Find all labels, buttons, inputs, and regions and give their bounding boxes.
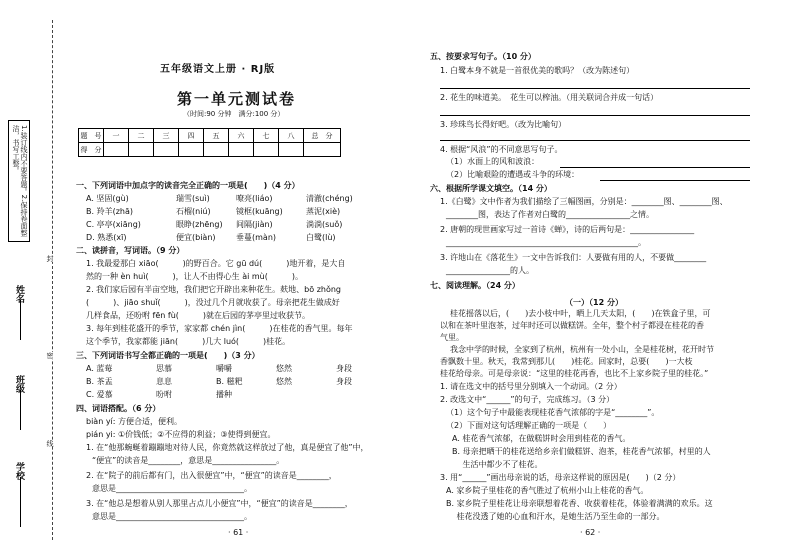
q4-line: “便宜”的读音是________，意思是________________。 <box>92 456 285 465</box>
seal-char-1: 封 <box>46 255 54 262</box>
q2-line: 3. 每年到桂花盛开的季节，家家都 chén jìn( )在桂花的香气里。每年 <box>86 324 353 333</box>
option-text: 蒸泥(xiè) <box>306 207 341 216</box>
score-header-cell: 四 <box>179 129 204 143</box>
option-text: 悠然 <box>276 377 292 386</box>
q6-line: ________________的人。 <box>446 266 534 275</box>
q1-option-d <box>86 233 336 243</box>
score-input-cell[interactable] <box>254 143 279 157</box>
q4-heading: 四、词语搭配。（6 分） <box>76 404 161 413</box>
q4-line: 意思是________________________________。 <box>92 512 252 521</box>
reading-section-label: （一）（12 分） <box>565 298 623 307</box>
reading-sub-question: （2）下面对这句话理解正确的一项是（ ） <box>446 421 612 430</box>
option-text: 石榴(niú) <box>176 207 211 216</box>
q2-line: 这个季节，我家都能 jiān( )几大 luó( )桂花。 <box>86 337 291 346</box>
name-label: 姓名 <box>14 285 24 303</box>
name-field[interactable] <box>20 300 21 340</box>
passage-line: 我念中学的时候，全家到了杭州，杭州有一处小山，全是桂花树，花开时节 <box>450 345 714 354</box>
score-header-cell: 五 <box>204 129 229 143</box>
reading-question: 3. 用“______”画出母亲说的话，母亲这样说的原因是( )（2 分） <box>440 473 681 482</box>
passage-line: 桂花给母亲。可是母亲说：“这里的桂花再香，也比不上家乡院子里的桂花。” <box>440 369 709 378</box>
reading-option: A. 桂花香气浓郁，在做糕饼时会用到桂花的香气。 <box>452 434 631 443</box>
q1-option-a <box>86 194 353 204</box>
score-input-cell[interactable] <box>279 143 304 157</box>
option-text: 白鹭(lù) <box>306 233 336 242</box>
score-input-cell[interactable] <box>179 143 204 157</box>
option-text: 息息 <box>156 377 172 386</box>
score-header-cell: 总 分 <box>304 129 341 143</box>
book-header: 五年级语文上册 · RJ版 <box>160 64 276 75</box>
reading-sub-question: （1）这个句子中最能表现桂花香气浓郁的字是“________”。 <box>446 408 660 417</box>
q1-option-b <box>86 207 340 217</box>
q3-heading: 三、下列词语书写全都正确的一项是( )（3 分） <box>76 351 260 360</box>
passage-line: 香飘数十里。秋天，我常到那儿( )桂花。回家时，总要( )一大枝 <box>440 357 693 366</box>
reading-option: 桂花没透了她的心血和汗水，是她生活乃至生命的一部分。 <box>446 512 665 521</box>
option-text: 眼睁(zhēng) <box>176 220 223 229</box>
option-text: 垂蔓(màn) <box>236 233 277 242</box>
q6-line: 1.《白鹭》文中作者为我们描绘了三幅图画，分别是：________图、________图、 <box>440 197 728 206</box>
class-field[interactable] <box>20 390 21 430</box>
seal-char-2: 密 <box>46 352 54 359</box>
score-header-cell: 题 号 <box>79 129 104 143</box>
score-header-cell: 八 <box>279 129 304 143</box>
reading-option: A. 家乡院子里桂花的香气胜过了杭州小山上桂花的香气。 <box>446 486 649 495</box>
school-label: 学校 <box>14 462 24 480</box>
option-text: 思慕 <box>156 364 172 373</box>
answer-line[interactable] <box>600 180 750 181</box>
reading-option: 生活中都少不了桂花。 <box>452 460 543 469</box>
answer-line[interactable] <box>440 115 750 116</box>
q4-definition: biàn yí: 方便合适，便利。 <box>86 417 183 426</box>
option-text: 嚼嚼 <box>216 364 232 373</box>
answer-line[interactable] <box>440 88 750 89</box>
option-text: 悠然 <box>276 364 292 373</box>
q4-line: 1. 在“他那蜿蜒着蹦蹦地对待人民，你竟然就这样放过了他，真是便宜了他”中， <box>86 443 369 452</box>
answer-line[interactable] <box>440 140 750 141</box>
option-text: 清澈(chéng) <box>306 194 353 203</box>
option-text: 淌淌(suǒ) <box>306 220 343 229</box>
page-title: 第一单元测试卷 <box>177 90 297 108</box>
q6-line: 2. 唐朝的现世画家写过一首诗《蝉》，诗的后两句是：________________ <box>440 225 695 234</box>
q2-heading: 二、读拼音，写词语。（9 分） <box>76 246 185 255</box>
passage-line: 气里。 <box>440 333 464 342</box>
q5-heading: 五、按要求写句子。（10 分） <box>430 52 536 61</box>
q5-item: 2. 花生的味道美。 花生可以榨油。（用关联词合并成一句话） <box>440 93 659 102</box>
q2-line: 然的一种 èn huì( )，让人不由得心生 ài mù( )。 <box>86 272 303 281</box>
option-text: C. 爱慕 <box>86 390 113 399</box>
score-header-cell: 二 <box>129 129 154 143</box>
q3-option-c <box>86 390 232 400</box>
score-input-cell[interactable] <box>104 143 129 157</box>
score-header-cell: 三 <box>154 129 179 143</box>
option-text: A. 坚固(gù) <box>86 194 129 203</box>
passage-line: 以和在茶叶里泡茶，过年时还可以做糕饼。全年，整个村子都浸在桂花的香 <box>440 321 704 330</box>
time-score-note: （时间:90 分钟 满分:100 分） <box>183 110 285 118</box>
q2-line: 1. 我最爱那白 xiāo( )的野百合。它 gū dú( )地开着，是大自 <box>86 259 346 268</box>
school-field[interactable] <box>20 477 21 527</box>
option-text: B. 茶盂 <box>86 377 113 386</box>
option-text: 间隔(jiàn) <box>236 220 273 229</box>
seal-char-3: 线 <box>46 440 54 447</box>
option-text: 瑞雪(suì) <box>176 194 210 203</box>
q1-option-c <box>86 220 342 230</box>
q6-line: 3. 许地山在《落花生》一文中告诉我们：人要做有用的人，不要做________ <box>440 253 707 262</box>
q5-item: 3. 珍珠鸟长得好吧。（改为比喻句） <box>440 120 567 129</box>
q6-line: ________________________________________________。 <box>446 238 646 247</box>
score-input-cell[interactable] <box>154 143 179 157</box>
q7-heading: 七、阅读理解。（24 分） <box>430 281 520 290</box>
binding-line <box>52 20 53 540</box>
q6-heading: 六、根据所学课文填空。（14 分） <box>430 184 552 193</box>
option-text: 身段 <box>336 377 352 386</box>
q1-heading: 一、下列词语中加点字的读音完全正确的一项是( )（4 分） <box>76 181 300 190</box>
score-input-cell[interactable] <box>304 143 341 157</box>
score-row-label: 得 分 <box>79 143 104 157</box>
score-header-cell: 六 <box>229 129 254 143</box>
score-header-cell: 七 <box>254 129 279 143</box>
q3-option-b <box>86 377 352 387</box>
option-text: 身段 <box>336 364 352 373</box>
notice-box <box>8 120 30 242</box>
option-text: 播种 <box>216 390 232 399</box>
option-text: C. 亭亭(xiāng) <box>86 220 141 229</box>
passage-line: 桂花摇落以后，( )去小枝中叶，晒上几天太阳，( )在铁盒子里，可 <box>450 309 711 318</box>
option-text: D. 熟悉(xī) <box>86 233 127 242</box>
option-text: B. 糍粑 <box>216 377 243 386</box>
page-number-left: · 61 · <box>228 528 249 537</box>
score-input-cell[interactable] <box>229 143 254 157</box>
score-table <box>78 128 341 157</box>
class-label: 班级 <box>14 375 24 393</box>
score-input-cell[interactable] <box>129 143 154 157</box>
q2-line: 几样食品，还吩咐 fēn fù( )就在后园的茅亭里过收获节。 <box>86 311 311 320</box>
q4-line: 3. 在“他总是想着从别人那里占点儿小便宜”中，“便宜”的读音是________， <box>86 499 353 508</box>
option-text: 嘹亮(liáo) <box>236 194 273 203</box>
q3-option-a <box>86 364 352 374</box>
score-header-cell: 一 <box>104 129 129 143</box>
q5-item: 1. 白鹭本身不就是一首很优美的歌吗？（改为陈述句） <box>440 66 635 75</box>
option-text: 镜框(kuāng) <box>236 207 283 216</box>
q4-line: 意思是________________________________。 <box>92 484 252 493</box>
q4-line: 2. 在“院子的前后都有门，出入很便宜”中，“便宜”的读音是________， <box>86 471 337 480</box>
reading-option: B. 家乡院子里桂花让母亲联想着花香、收获着桂花，体验着满满的欢乐。这 <box>446 499 713 508</box>
option-text: B. 羚羊(zhā) <box>86 207 133 216</box>
option-text: 吩咐 <box>156 390 172 399</box>
answer-line[interactable] <box>560 167 750 168</box>
option-text: 便宜(biàn) <box>176 233 216 242</box>
q2-line: ( )、jiāo shuǐ( )，没过几个月就收获了。母亲把花生做成好 <box>86 298 340 307</box>
q5-sub-item: （1）水面上的风和波浪： <box>446 157 540 166</box>
q6-line: ________图，表达了作者对白鹭的________________之情。 <box>446 210 654 219</box>
q5-sub-item: （2）比喻艰险的遭遇或斗争的环境： <box>446 170 580 179</box>
q4-definition: pián yi: ①价钱低；②不应得的利益；③使得到便宜。 <box>86 430 276 439</box>
q5-item: 4. 根据“风浪”的不同意思写句子。 <box>440 145 563 154</box>
page-number-right: · 62 · <box>580 528 601 537</box>
reading-question: 1. 请在选文中的括号里分别填入一个动词。（2 分） <box>440 382 622 391</box>
score-input-cell[interactable] <box>204 143 229 157</box>
q2-line: 2. 我们家后园有半亩空地，我们把它开辟出来种花生。麸地、bō zhǒng <box>86 285 342 294</box>
reading-option: B. 母亲把晒干的桂花送给乡亲们做糕饼、泡茶，桂花香气浓郁，村里的人 <box>452 447 711 456</box>
notice-text: 1.装订线内不要答题。2.保持卷面整洁，书写工整。 <box>12 125 28 237</box>
option-text: A. 蓝莓 <box>86 364 113 373</box>
reading-question: 2. 改选文中“______”的句子，完成练习。（3 分） <box>440 395 615 404</box>
